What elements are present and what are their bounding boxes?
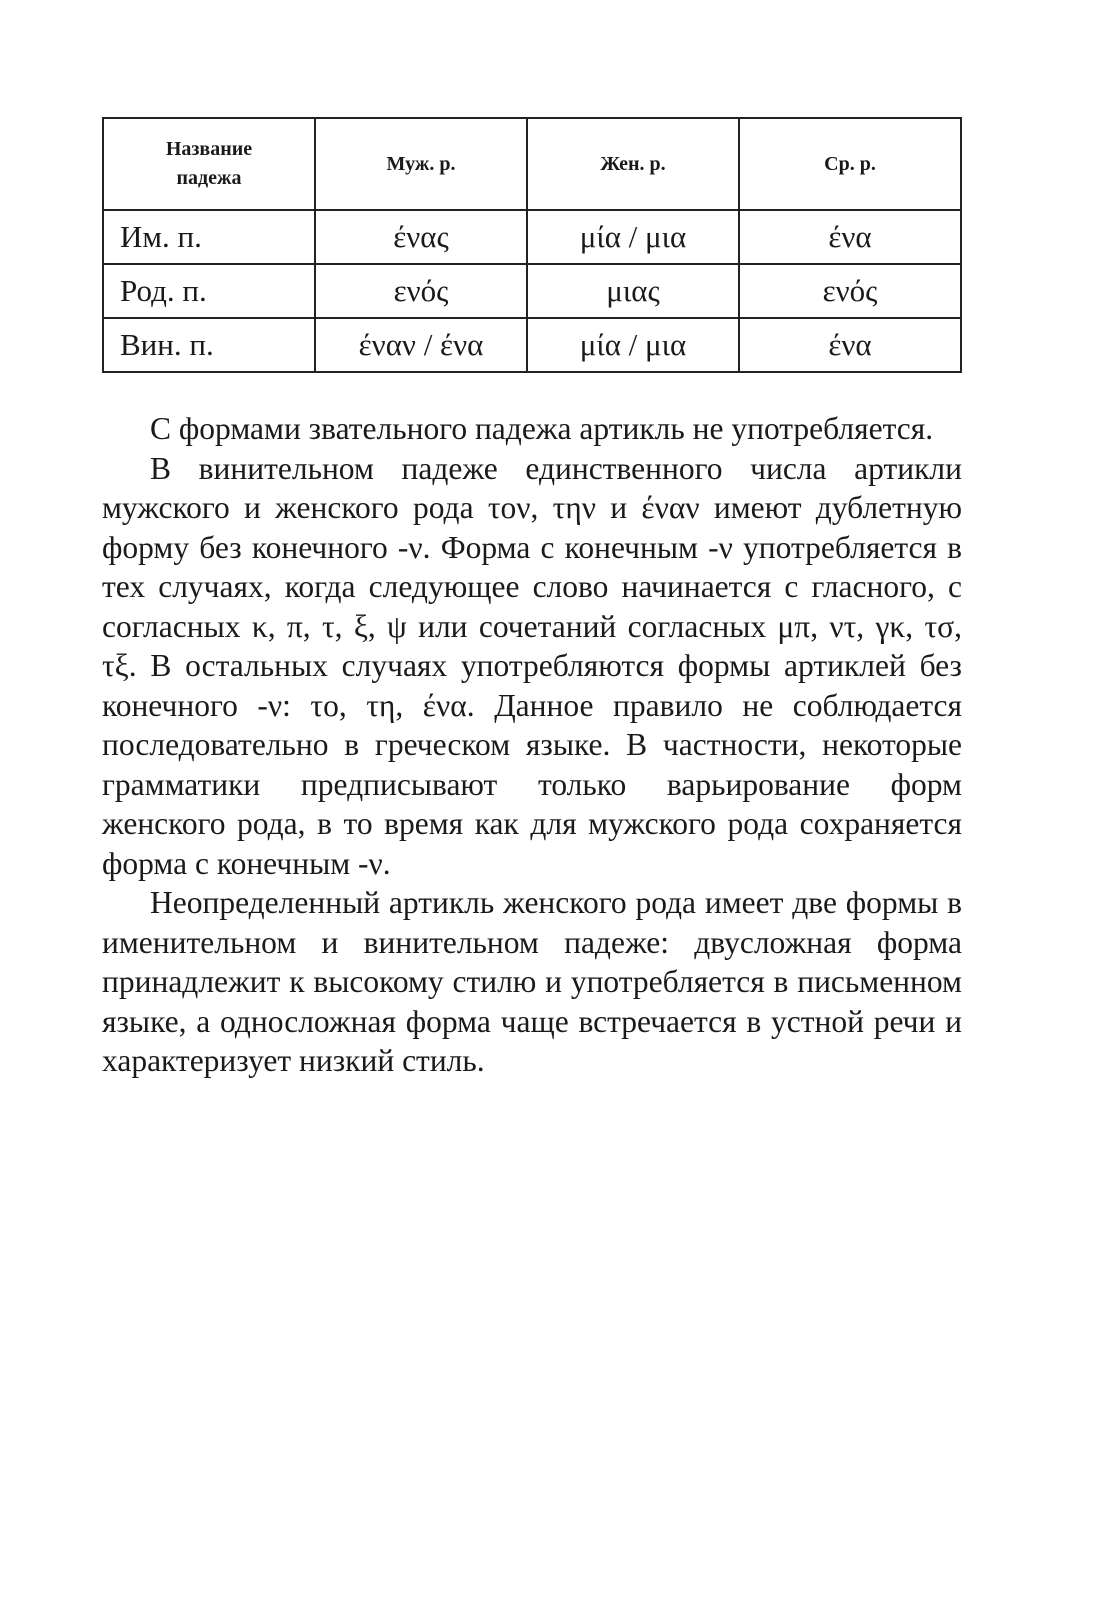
paragraph-vocative: С формами звательного падежа артикль не употребляется. bbox=[150, 411, 934, 446]
table-cell: μία / μια bbox=[527, 318, 739, 372]
table-header-row bbox=[103, 118, 961, 210]
table-cell: ένα bbox=[739, 210, 961, 264]
header-masculine: Муж. р. bbox=[315, 118, 527, 210]
table-cell: μία / μια bbox=[527, 210, 739, 264]
table-cell: ένα bbox=[739, 318, 961, 372]
header-neuter: Ср. р. bbox=[739, 118, 961, 210]
table-cell: ενός bbox=[739, 264, 961, 318]
table-cell: ένας bbox=[315, 210, 527, 264]
table-cell: ενός bbox=[315, 264, 527, 318]
case-genitive: Род. п. bbox=[103, 264, 315, 318]
paragraph-accusative-rule: В винительном падеже единственного числа артикли мужского и женского рода τον, την и έναν имеют дублетную форму без конечного -ν. Форма с конечным -ν употребляется в тех случаях, когда следующее слово начинается с гласного, с согласных κ, π, τ, ξ, ψ или сочетаний согласных μπ, ντ, γκ, τσ, τξ. В остальных случаях употребляются формы артиклей без конечного -ν: το, τη, ένα. Данное правило не соблюдается последовательно в греческом языке. В частности, некоторые грамматики предписывают только варьирование форм женского рода, в то время как для мужского рода сохраняется форма с конечным -ν. bbox=[102, 450, 962, 881]
table-row bbox=[103, 318, 961, 372]
paragraph-feminine-forms: Неопределенный артикль женского рода имеет две формы в именительном и винительном падеже: двусложная форма принадлежит к высокому стилю и употребляется в письменном языке, а односложная форма чаще встречается в устной речи и характеризует низкий стиль. bbox=[102, 885, 962, 1078]
header-feminine: Жен. р. bbox=[527, 118, 739, 210]
table-row bbox=[103, 210, 961, 264]
table-cell: έναν / ένα bbox=[315, 318, 527, 372]
case-nominative: Им. п. bbox=[103, 210, 315, 264]
article-declension-table bbox=[102, 117, 962, 373]
table-row bbox=[103, 264, 961, 318]
case-accusative: Вин. п. bbox=[103, 318, 315, 372]
table-cell: μιας bbox=[527, 264, 739, 318]
body-text bbox=[102, 409, 962, 1081]
page bbox=[102, 117, 962, 1081]
header-case-name: Название падежа bbox=[103, 118, 315, 210]
